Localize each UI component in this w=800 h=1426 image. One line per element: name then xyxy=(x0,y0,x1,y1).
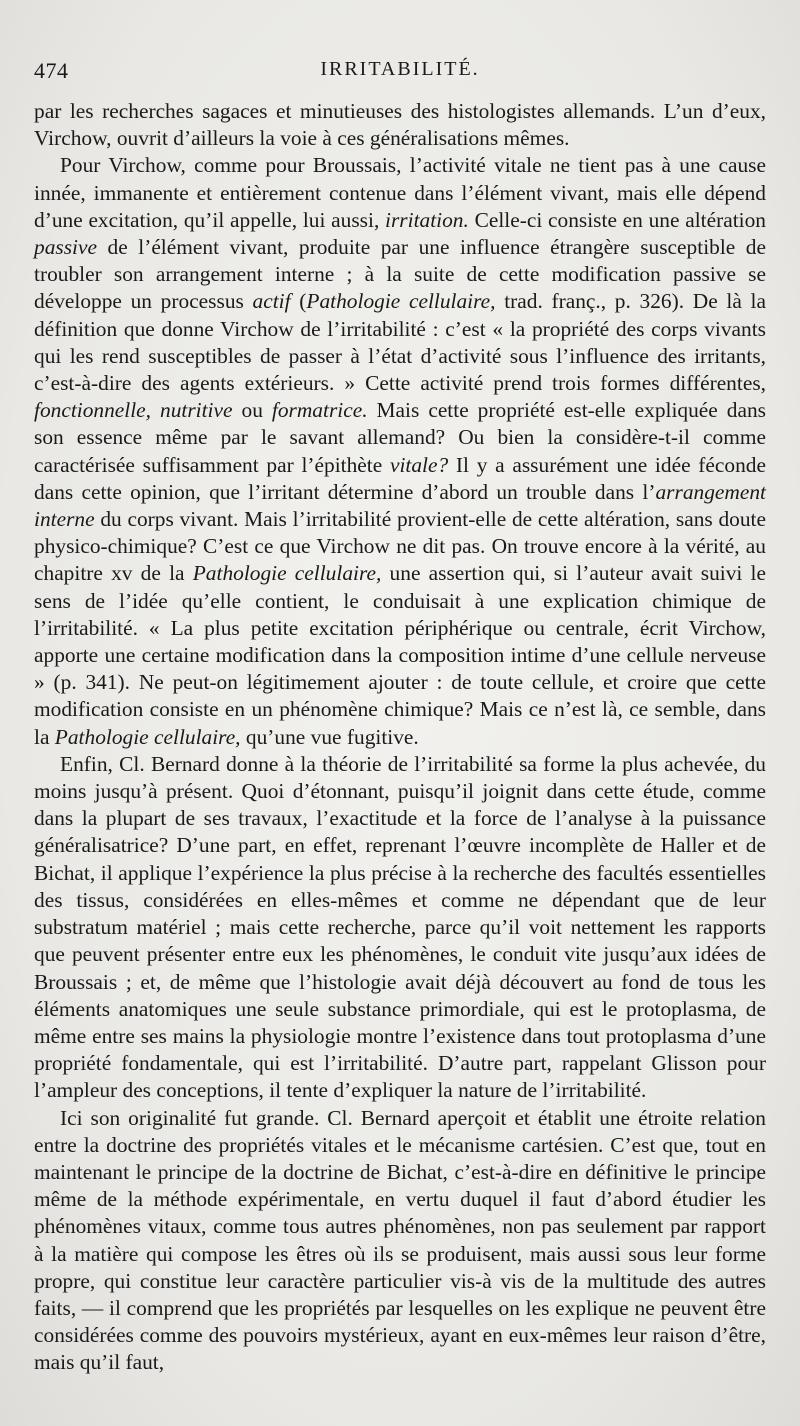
italic-text: Pathologie cellulaire, xyxy=(306,289,496,314)
italic-text: formatrice. xyxy=(271,398,368,423)
paragraph xyxy=(34,751,766,1105)
italic-text: Pathologie cellulaire, xyxy=(192,561,382,586)
text-run: Enfin, Cl. Bernard donne à la théorie de l’irritabilité sa forme la plus achevée, du moins jusqu’à présent. Quoi d’étonnant, puisqu’il joignit dans cette étude, comme dans la plupart de ses travaux, l’exactitude et la force de l’analyse à la puissance généralisatrice? D’une part, en effet, reprenant l’œuvre incomplète de Haller et de Bichat, il applique l’expérience la plus précise à la recherche des facultés essentielles des tissus, considérées en elles-mêmes et comme ne dépendant que de leur substratum matériel ; mais cette recherche, parce qu’il voit nettement les rapports que peuvent présenter entre eux les phénomènes, le conduit vite jusqu’aux idées de Broussais ; et, de même que l’histologie avait déjà découvert au fond de tous les éléments anatomiques une seule substance primordiale, qui est le protoplasma, de même entre ses mains la physiologie montre l’existence dans tout protoplasma d’une propriété fondamentale, qui est l’irritabilité. D’autre part, rappelant Glisson pour l’ampleur des conceptions, il tente d’expliquer la nature de l’irritabilité. xyxy=(34,751,766,1103)
italic-text: vitale? xyxy=(389,452,449,477)
italic-text: irritation. xyxy=(385,207,469,232)
running-title: IRRITABILITÉ. xyxy=(320,58,480,80)
text-run: Il y a assurément une idée féconde dans cette opinion, que l’irritant détermine d’abord un trouble dans l’ xyxy=(34,452,766,504)
text-run: trad. franç., p. 326). De là la définition que donne Virchow de l’irritabilité : c’est « la propriété des corps vivants qui les rend susceptibles de passer à l’état d’activité sous l’influence des irritants, c’est-à-dire des agents extérieurs. » Cette activité prend trois formes différentes, xyxy=(34,289,766,396)
paragraph xyxy=(34,98,766,152)
text-run: Mais cette propriété est-elle expliquée dans son essence même par le savant allemand? Ou bien la considère-t-il comme caractérisée suffisamment par l’épithète xyxy=(34,398,766,477)
italic-text: Pathologie cellulaire, xyxy=(54,724,241,749)
text-run: ou xyxy=(232,398,272,423)
text-run: Pour Virchow, comme pour Broussais, l’activité vitale ne tient pas à une cause innée, immanente et entièrement contenue dans l’élément vivant, mais elle dépend d’une excitation, qu’il appelle, lui aussi, xyxy=(34,153,766,232)
page-number: 474 xyxy=(34,58,69,83)
paragraph xyxy=(34,1105,766,1377)
italic-text: fonctionnelle, nutritive xyxy=(34,398,233,423)
page-header xyxy=(34,58,766,88)
italic-text: passive xyxy=(34,235,97,260)
italic-text: arrangement interne xyxy=(34,479,766,532)
body-text xyxy=(34,98,766,1377)
text-run: de l’élément vivant, produite par une influence étrangère susceptible de troubler son arrangement interne ; à la suite de cette modification passive se développe un processus xyxy=(34,235,766,314)
text-run: qu’une vue fugitive. xyxy=(240,724,419,749)
text-run: Celle-ci consiste en une altération xyxy=(468,207,766,232)
italic-text: actif xyxy=(252,289,291,314)
text-run: une assertion qui, si l’auteur avait suivi le sens de l’idée qu’elle contient, le conduisait à une explication chimique de l’irritabilité. « La plus petite excitation périphérique ou centrale, écrit Virchow, apporte une certaine modification dans la composition intime d’une cellule nerveuse » (p. 341). Ne peut-on légitimement ajouter : de toute cellule, et croire que cette modification consiste en un phénomène chimique? Mais ce n’est là, ce semble, dans la xyxy=(34,561,766,749)
text-run: Ici son originalité fut grande. Cl. Bernard aperçoit et établit une étroite relation entre la doctrine des propriétés vitales et le mécanisme cartésien. C’est que, tout en maintenant le principe de la doctrine de Bichat, c’est-à-dire en définitive le principe même de la méthode expérimentale, en vertu duquel il faut d’abord étudier les phénomènes vitaux, comme tous autres phénomènes, non pas seulement par rapport à la matière qui compose les êtres où ils se produisent, mais aussi sous leur forme propre, qui constitue leur caractère particulier vis-à vis de la multitude des autres faits, — il comprend que les propriétés par lesquelles on les explique ne peuvent être considérées comme des pouvoirs mystérieux, ayant en eux-mêmes leur raison d’être, mais qu’il faut, xyxy=(34,1105,766,1375)
text-run: du corps vivant. Mais l’irritabilité provient-elle de cette altération, sans doute physico-chimique? C’est ce que Virchow ne dit pas. On trouve encore à la vérité, au chapitre xv de la xyxy=(34,507,766,586)
paragraph xyxy=(34,152,766,750)
text-run: ( xyxy=(290,289,307,314)
text-run: par les recherches sagaces et minutieuses des histologistes allemands. L’un d’eux, Virchow, ouvrit d’ailleurs la voie à ces généralisations mêmes. xyxy=(34,99,766,151)
